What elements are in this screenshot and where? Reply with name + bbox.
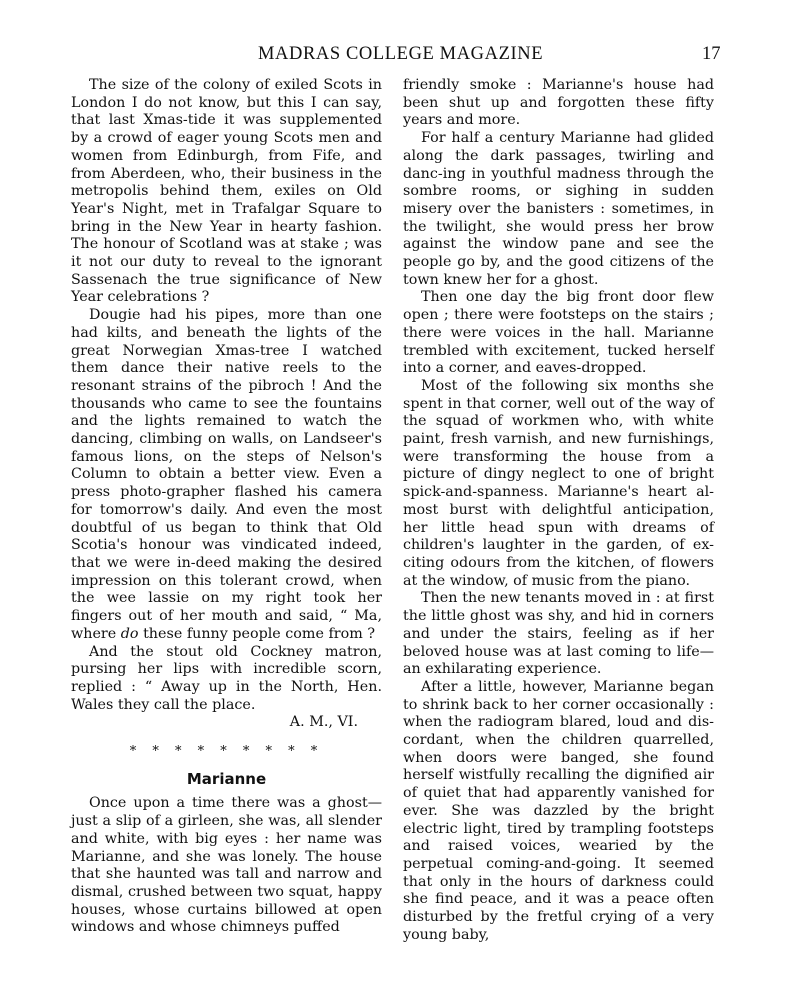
author-signoff: A. M., VI. bbox=[289, 714, 358, 731]
emphasis-text: do bbox=[120, 625, 139, 642]
right-column bbox=[403, 77, 714, 944]
paragraph-text: Dougie had his pipes, more than one had kilts, and beneath the lights of the great Norwegian Xmas-tree I watched them dance their native reels to the resonant strains of the pibroch ! And the thousands who came to see the fountains and the lights remained to watch the dancing, climbing on walls, on Landseer's famous lions, on the steps of Nelson's Column to obtain a better view. Even a press photo-grapher flashed his camera for tomorrow's daily. And even the most doubtful of us began to think that Old Scotia's honour was vindicated indeed, that we were in-deed making the desired impression on this tolerant crowd, when the wee lassie on my right took her fingers out of her mouth and said, “ Ma, where bbox=[71, 307, 382, 642]
paragraph-text: these funny people come from ? bbox=[143, 625, 375, 642]
paragraph: The size of the colony of exiled Scots in London I do not know, but this I can say, that last Xmas-tide it was supplemented by a crowd of eager young Scots men and women from Edinburgh, from Fife, and from Aberdeen, who, their business in the metropolis behind them, exiles on Old Year's Night, met in Trafalgar Square to bring in the New Year in hearty fashion. The honour of Scotland was at stake ; was it not our duty to reveal to the ignorant Sassenach the true significance of New Year celebrations ? bbox=[71, 77, 382, 306]
paragraph bbox=[71, 307, 382, 643]
journal-title: MADRAS COLLEGE MAGAZINE bbox=[258, 44, 544, 64]
paragraph: friendly smoke : Marianne's house had been shut up and forgotten these fifty years and more. bbox=[403, 77, 714, 129]
paragraph: Once upon a time there was a ghost—just a slip of a girleen, she was, all slender and white, with big eyes : her name was Marianne, and she was lonely. The house that she haunted was tall and narrow and dismal, crushed between two squat, happy houses, whose curtains billowed at open windows and whose chimneys puffed bbox=[71, 795, 382, 936]
story-title: Marianne bbox=[186, 769, 267, 788]
section-separator: * * * * * * * * * bbox=[129, 744, 324, 760]
paragraph: For half a century Marianne had glided along the dark passages, twirling and danc-ing in youthful madness through the sombre rooms, or sighing in sudden misery over the banisters : sometimes, in the twilight, she would press her brow against the window pane and see the people go by, and the good citizens of the town knew her for a ghost. bbox=[403, 130, 714, 288]
page-number: 17 bbox=[702, 44, 721, 64]
left-column bbox=[71, 77, 382, 937]
paragraph: Most of the following six months she spent in that corner, well out of the way of the squad of workmen who, with white paint, fresh varnish, and new furnishings, were transforming the house from a picture of dingy neglect to one of bright spick-and-spanness. Marianne's heart al-most burst with delightful anticipation, her little head spun with dreams of children's laughter in the garden, of ex-citing odours from the kitchen, of flowers at the window, of music from the piano. bbox=[403, 377, 714, 589]
paragraph: Then one day the big front door flew open ; there were footsteps on the stairs ; there were voices in the hall. Marianne trembled with excitement, tucked herself into a corner, and eaves-dropped. bbox=[403, 289, 714, 377]
paragraph: After a little, however, Marianne began to shrink back to her corner occasionally : when the radiogram blared, loud and dis-cordant, when the children quarrelled, when doors were banged, she found herself wistfully recalling the dignified air of quiet that had apparently vanished for ever. She was dazzled by the bright electric light, tired by trampling footsteps and raised voices, wearied by the perpetual coming-and-going. It seemed that only in the hours of darkness could she find peace, and it was a peace often disturbed by the fretful crying of a very young baby, bbox=[403, 678, 714, 943]
paragraph: Then the new tenants moved in : at first the little ghost was shy, and hid in corners and under the stairs, feeling as if her beloved house was at last coming to life—an exhilarating experience. bbox=[403, 590, 714, 678]
page-header bbox=[0, 44, 800, 66]
paragraph: And the stout old Cockney matron, pursing her lips with incredible scorn, replied : “ Away up in the North, Hen. Wales they call the place. bbox=[71, 643, 382, 713]
